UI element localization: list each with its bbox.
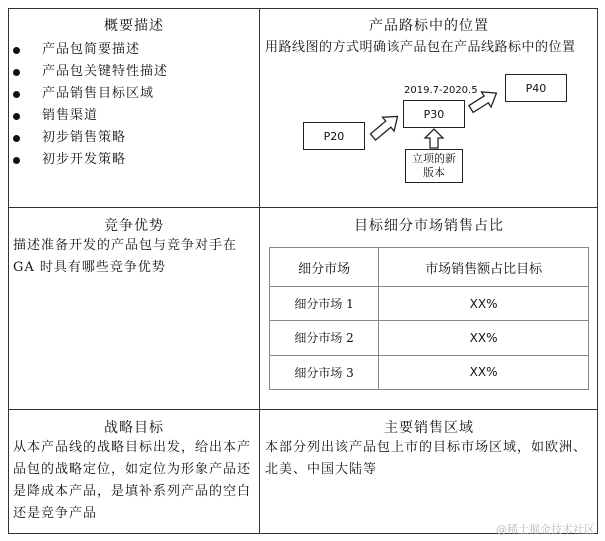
col-segment-header: 细分市场 — [270, 248, 379, 287]
table-row: 细分市场 3 XX% — [270, 355, 589, 389]
divider-horizontal-2 — [9, 409, 597, 410]
list-item: 产品包简要描述 — [13, 39, 168, 61]
roadmap-title: 产品路标中的位置 — [369, 18, 489, 34]
list-item: 销售渠道 — [13, 105, 168, 127]
strategy-title: 战略目标 — [104, 420, 164, 436]
strategy-desc: 从本产品线的战略目标出发，给出本产品包的战略定位，如定位为形象产品还是降成本产品，是填补系列产品的空白还是竞争产品 — [13, 440, 252, 521]
list-item: 初步销售策略 — [13, 127, 168, 149]
overview-title: 概要描述 — [104, 18, 164, 34]
region-desc: 本部分列出该产品包上市的目标市场区域，如欧洲、北美、中国大陆等 — [265, 440, 588, 477]
list-item: 产品销售目标区域 — [13, 83, 168, 105]
arrow-newver-p30-icon — [425, 129, 443, 148]
arrow-p20-p30-icon — [367, 110, 403, 144]
roadmap-p30-box: P30 — [403, 100, 465, 128]
table-header-row — [270, 248, 589, 287]
region-title: 主要销售区域 — [384, 420, 474, 436]
new-version-box: 立项的新 版本 — [405, 149, 463, 183]
advantage-desc: 描述准备开发的产品包与竞争对手在GA 时具有哪些竞争优势 — [13, 238, 238, 275]
roadmap-date: 2019.7-2020.5 — [404, 85, 478, 96]
roadmap-desc: 用路线图的方式明确该产品包在产品线路标中的位置 — [265, 40, 576, 55]
roadmap-p40-box: P40 — [505, 74, 567, 102]
watermark-text: @稀土掘金技术社区 — [496, 523, 595, 536]
table-row: 细分市场 2 XX% — [270, 321, 589, 355]
share-title: 目标细分市场销售占比 — [354, 218, 504, 234]
roadmap-arrows — [9, 9, 599, 209]
advantage-title: 竞争优势 — [104, 218, 164, 234]
table-row: 细分市场 1 XX% — [270, 287, 589, 321]
share-table — [269, 247, 589, 390]
list-item: 初步开发策略 — [13, 149, 168, 171]
arrow-p30-p40-icon — [466, 85, 501, 116]
list-item: 产品包关键特性描述 — [13, 61, 168, 83]
product-package-card — [8, 8, 598, 534]
col-share-header: 市场销售额占比目标 — [379, 248, 589, 287]
roadmap-p20-box: P20 — [303, 122, 365, 150]
